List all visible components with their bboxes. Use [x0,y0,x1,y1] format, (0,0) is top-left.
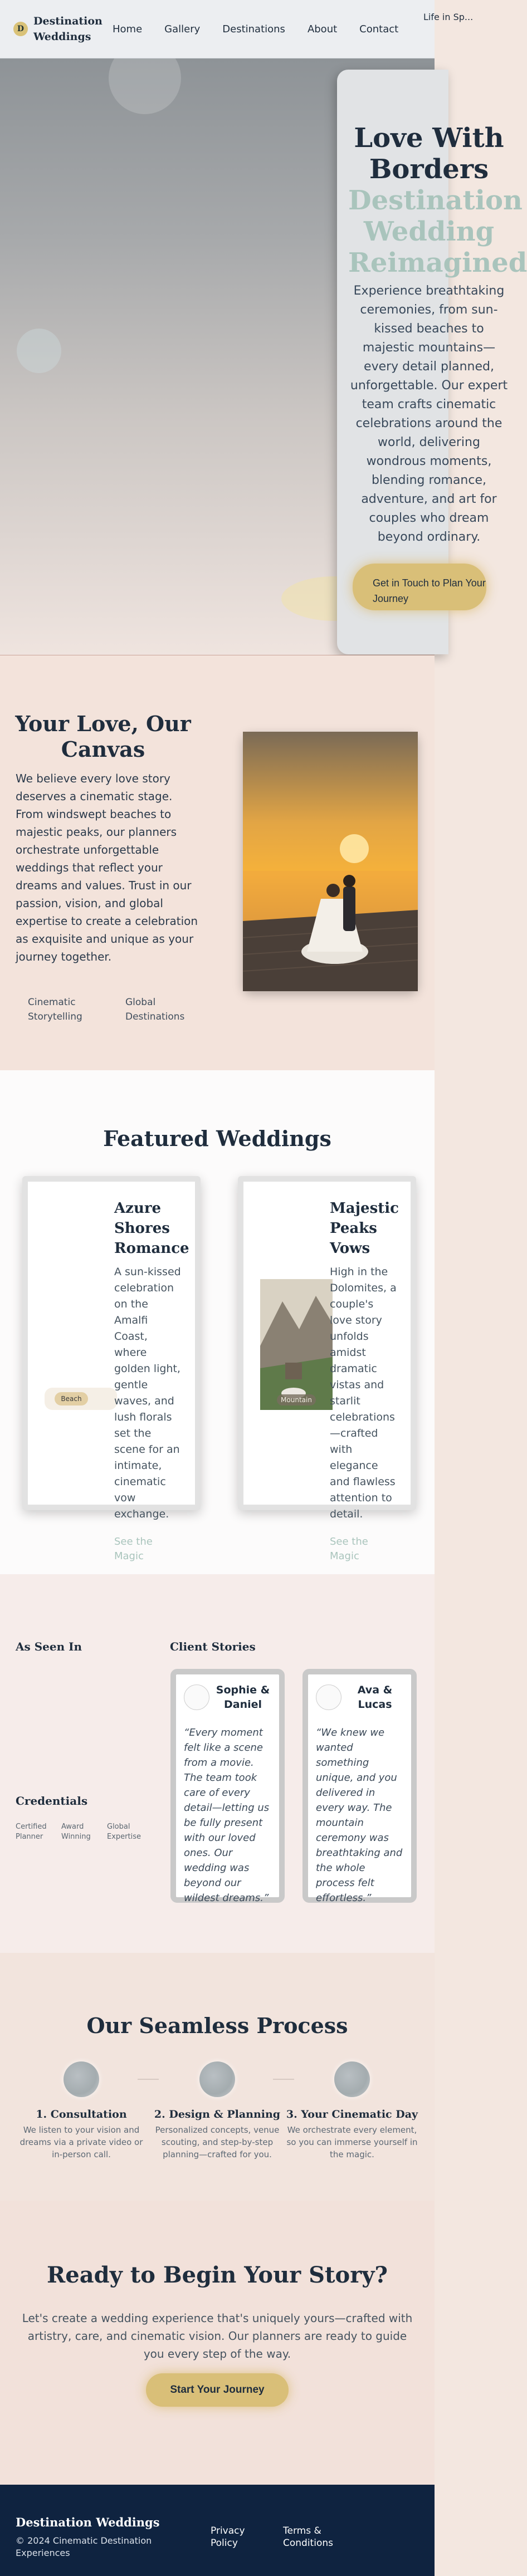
cta-text: Let's create a wedding experience that's uniquely yours—crafted with artistry, care, and cinematic vision. Our planners are ready to guide you every step of the way. [22,2311,413,2360]
beach-image [45,1388,117,1410]
credentials-title: Credentials [16,1794,88,1808]
story-text: We believe every love story deserves a cinematic stage. From windswept beaches to majestic peaks, our planners orchestrate unforgettable weddings that reflect your dreams and values. Trust in our passion, vision, and global expertise to create a celebration as exquisite and unique as your journey together. [16,772,198,963]
testimonial-name: Ava & Lucas [357,1684,393,1711]
wedding-card-title: Majestic Peaks Vows [330,1200,399,1257]
avatar [184,1684,209,1710]
hero-subtitle: Experience breathtaking ceremonies, from sun-kissed beaches to majestic mountains—every detail planned, unforgettable. Our expert team crafts cinematic celebrations around the world, delivering wondrous moments, blending romance, adventure, and art for couples who dream beyond ordinary. [350,284,508,544]
nav-gallery[interactable]: Gallery [164,23,201,35]
as-seen-in-title: As Seen In [16,1640,82,1653]
client-stories-title: Client Stories [170,1640,256,1653]
process-title: Our Seamless Process [86,2013,348,2038]
process-step [285,2061,419,2161]
credential-item: Global Expertise [107,1823,141,1841]
logo[interactable] [13,13,103,45]
step-title: 1. Consultation [36,2108,127,2120]
site-header [0,0,474,58]
hero-section [0,58,527,655]
logo-badge: D [13,22,28,36]
footer-copyright: © 2024 Cinematic Destination Experiences [16,2535,152,2558]
story-title: Your Love, Our Canvas [15,711,191,762]
credential-item: Award Winning [61,1823,91,1841]
process-step [150,2061,284,2161]
wedding-card-desc: High in the Dolomites, a couple's love story unfolds amidst dramatic vistas and starlit celebrations—crafted with elegance and flawless attention to detail. [330,1266,397,1520]
nav-contact[interactable]: Contact [359,23,399,35]
site-footer [0,2485,435,2576]
step-icon [199,2061,235,2097]
step-title: 2. Design & Planning [154,2108,281,2120]
nav-home[interactable]: Home [113,23,143,35]
hero-cta-button[interactable]: Get in Touch to Plan Your Journey [353,564,486,610]
nav-overflow-item[interactable]: Life in Sp... [423,12,474,22]
featured-section [0,1070,435,1574]
step-icon [334,2061,370,2097]
step-desc: We orchestrate every element, so you can immerse yourself in the magic. [286,2125,418,2159]
hero-card [337,70,527,654]
process-section [0,1953,435,2201]
story-section [0,655,435,1070]
footer-brand: Destination Weddings [16,2515,160,2529]
wedding-card-desc: A sun-kissed celebration on the Amalfi Coast, where golden light, gentle waves, and lush florals set the scene for an intimate, cinematic vow exchange. [114,1266,181,1520]
category-badge: Beach [55,1392,88,1405]
testimonial-quote: “Every moment felt like a scene from a movie. The team took care of every detail—letting us be fully present with our loved ones. Our wedding was beyond our wildest dreams.” [184,1727,270,1904]
start-journey-button[interactable]: Start Your Journey [146,2373,289,2407]
story-tag: Global Destinations [125,997,185,1022]
story-tag: Cinematic Storytelling [28,997,82,1022]
wedding-card-body [114,1198,189,1564]
cta-section [0,2201,435,2485]
featured-title: Featured Weddings [103,1126,331,1151]
press-section [0,1574,435,1953]
category-badge: Mountain [277,1394,316,1405]
footer-link-privacy[interactable]: Privacy Policy [211,2525,245,2549]
wedding-card[interactable] [238,1176,416,1562]
cta-title: Ready to Begin Your Story? [47,2262,388,2288]
testimonial-card [302,1669,417,1903]
process-step [14,2061,148,2161]
step-title: 3. Your Cinematic Day [286,2108,418,2120]
story-tags [28,995,192,1024]
see-magic-link[interactable]: See the Magic [330,1536,368,1562]
credential-item: Certified Planner [16,1823,47,1841]
testimonial-name: Sophie & Daniel [216,1684,270,1711]
nav-destinations[interactable]: Destinations [222,23,285,35]
couple-sunset-photo [243,732,418,991]
bokeh-light [17,329,61,373]
step-icon [64,2061,99,2097]
hero-title: Love With Borders [354,123,504,185]
mountain-image [260,1279,333,1410]
testimonial-quote: “We knew we wanted something unique, and you delivered in every way. The mountain ceremony was breathtaking and the whole process felt effortless.” [316,1727,403,1904]
step-desc: We listen to your vision and dreams via a private video or in-person call. [19,2125,143,2159]
testimonial-card [170,1669,285,1903]
step-desc: Personalized concepts, venue scouting, and step-by-step planning—crafted for you. [155,2125,280,2159]
credentials-list [16,1822,141,1842]
wedding-card-title: Azure Shores Romance [114,1200,189,1257]
wedding-card[interactable] [22,1176,201,1562]
wedding-card-body [330,1198,397,1564]
brand-name: Destination Weddings [33,15,103,43]
hero-title-accent: Destination Wedding Reimagined [348,185,527,278]
footer-link-terms[interactable]: Terms & Conditions [283,2525,333,2549]
nav-about[interactable]: About [307,23,338,35]
main-nav [113,23,398,35]
see-magic-link[interactable]: See the Magic [114,1536,153,1562]
avatar [316,1684,341,1710]
